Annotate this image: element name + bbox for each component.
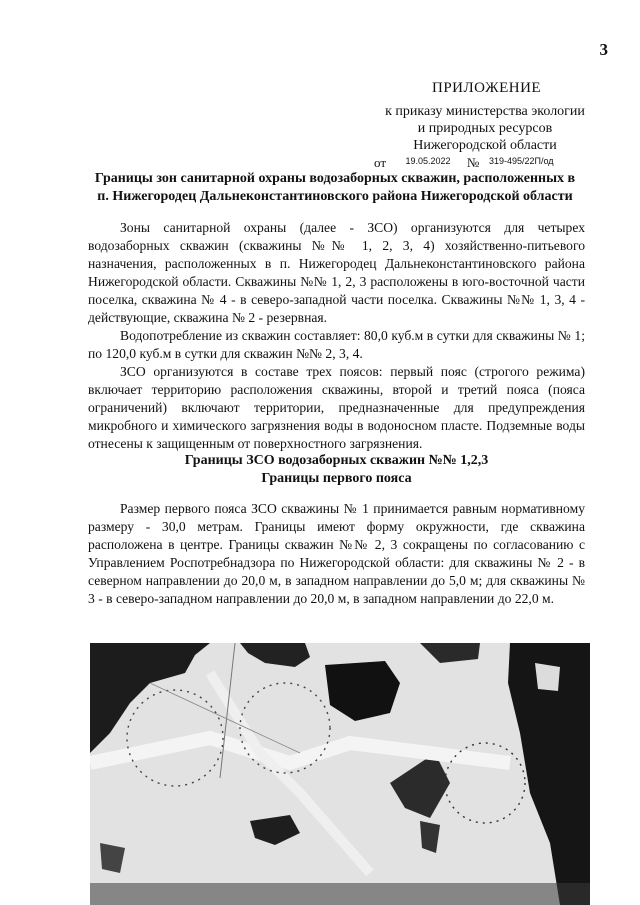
order-number: 319-495/22П/од <box>488 156 554 166</box>
section-heading <box>88 452 585 488</box>
number-label: № <box>466 155 480 170</box>
page-number: 3 <box>599 40 608 59</box>
section-heading-2: Границы первого пояса <box>261 471 412 486</box>
order-line-1: к приказу министерства экологии <box>385 104 585 119</box>
from-label: от <box>374 155 387 170</box>
zone-map-image <box>90 643 590 905</box>
title-line-1: Границы зон санитарной охраны водозаборных скважин, расположенных в <box>94 171 576 186</box>
order-line-3: Нижегородской области <box>413 138 557 153</box>
appendix-heading: ПРИЛОЖЕНИЕ <box>432 80 542 96</box>
intro-paragraph: Зоны санитарной охраны (далее - ЗСО) организуются для четырех водозаборных скважин (скважины №№ 1, 2, 3, 4) хозяйственно-питьевого назначения, расположенных в п. Нижегородец Дальнеконстантиновского района Нижегородской области. Скважины №№ 1, 2, 3 расположены в юго-восточной части поселка, скважина № 4 - в северо-западной части поселка. Скважины №№ 1, 3, 4 - действующие, скважина № 2 - резервная. <box>88 220 585 325</box>
intro-text <box>88 219 585 453</box>
section-heading-1: Границы ЗСО водозаборных скважин №№ 1,2,3 <box>184 453 489 468</box>
map-scan-graphic <box>90 643 590 905</box>
document-title <box>60 170 610 206</box>
order-date-number-row <box>374 155 554 171</box>
order-reference <box>370 103 600 154</box>
section-text <box>88 500 585 608</box>
order-date: 19.05.2022 <box>405 156 451 166</box>
section-paragraph: Размер первого пояса ЗСО скважины № 1 принимается равным нормативному размеру - 30,0 метрам. Границы имеют форму окружности, где скважина расположена в центре. Границы скважин №№ 2, 3 сокращены по согласованию с Управлением Роспотребнадзора по Нижегородской области: для скважины № 2 - в северном направлении до 20,0 м, в западном направлении до 5,0 м; для скважины № 3 - в северо-западном направлении до 20,0 м, в западном направлении до 22,0 м. <box>88 501 585 606</box>
order-line-2: и природных ресурсов <box>417 121 553 136</box>
intro-paragraph: Водопотребление из скважин составляет: 80,0 куб.м в сутки для скважины № 1; по 120,0 куб.м в сутки для скважин №№ 2, 3, 4. <box>88 328 585 361</box>
title-line-2: п. Нижегородец Дальнеконстантиновского района Нижегородской области <box>97 189 573 204</box>
intro-paragraph: ЗСО организуются в составе трех поясов: первый пояс (строгого режима) включает территорию расположения скважины, второй и третий пояса (пояса ограничений) включают территории, предназначенные для предупреждения микробного и химического загрязнения воды в водоносном пласте. Подземные воды отнесены к защищенным от поверхностного загрязнения. <box>88 364 585 451</box>
